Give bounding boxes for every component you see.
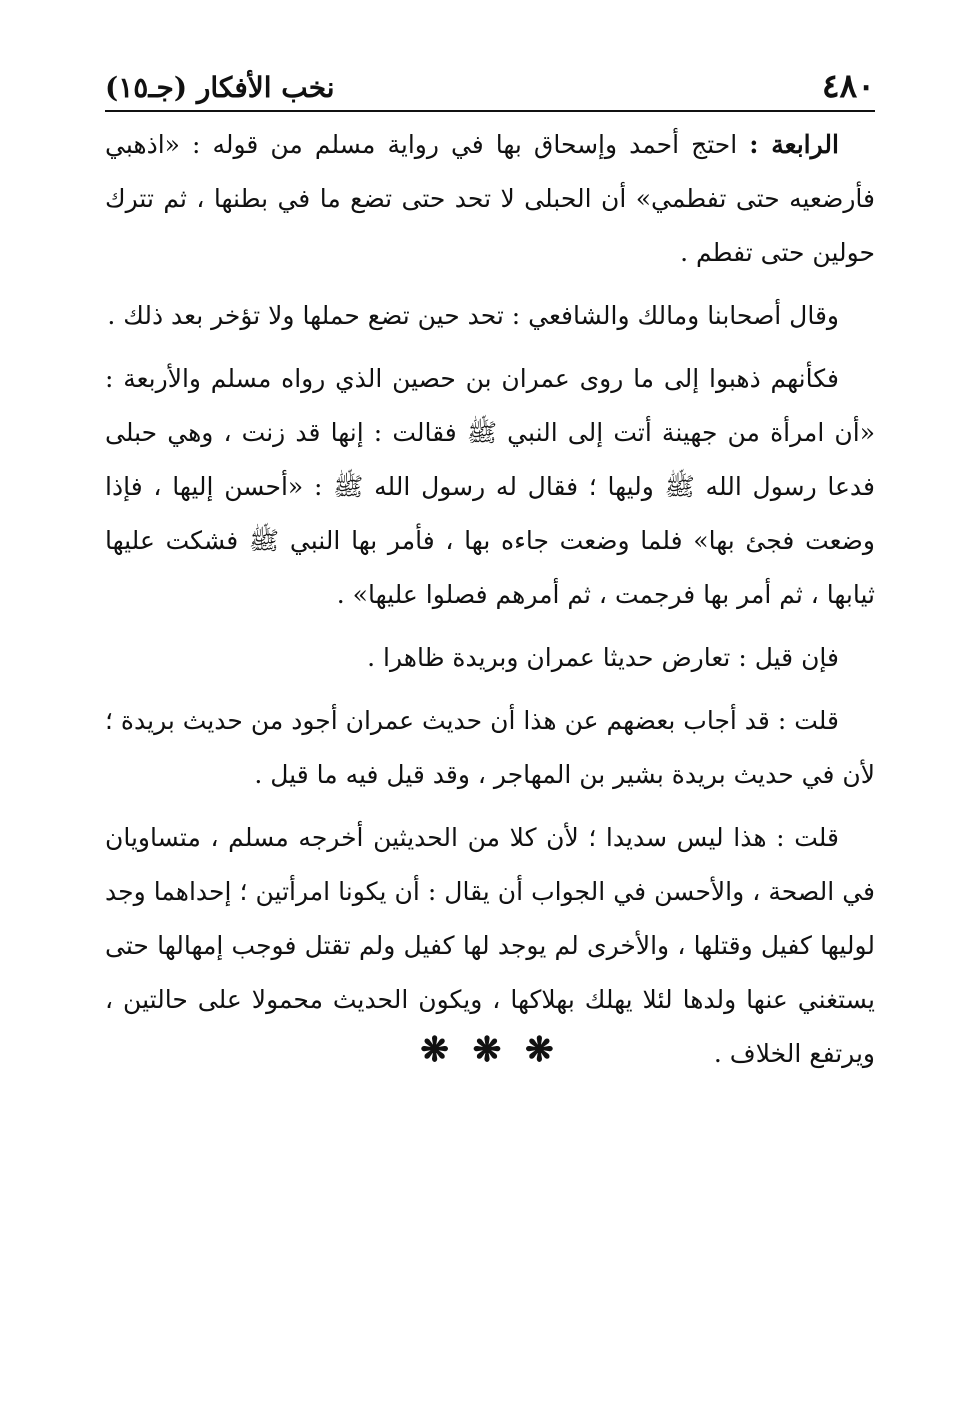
paragraph-3: فكأنهم ذهبوا إلى ما روى عمران بن حصين الذي رواه مسلم والأربعة : «أن امرأة من جهينة أتت إلى النبي ﷺ فقالت : إنها قد زنت ، وهي حبلى فدعا رسول الله ﷺ وليها ؛ فقال له رسول الله ﷺ : «أحسن إليها ، فإذا وضعت فجئ بها» فلما وضعت جاءه بها ، فأمر بها النبي ﷺ فشكت عليها ثيابها ، ثم أمر بها فرجمت ، ثم أمرهم فصلوا عليها» . bbox=[105, 364, 875, 609]
paragraph-1-text: احتج أحمد وإسحاق بها في رواية مسلم من قوله : «اذهبي فأرضعيه حتى تفطمي» أن الحبلى لا تحد حتى تضع ما في بطنها ، ثم تترك حولين حتى تفطم . bbox=[105, 130, 875, 267]
paragraph-1 bbox=[105, 118, 875, 280]
paragraph-2: وقال أصحابنا ومالك والشافعي : تحد حين تضع حملها ولا تؤخر بعد ذلك . bbox=[107, 301, 839, 330]
section-divider: ❋ ❋ ❋ bbox=[420, 1030, 560, 1070]
paragraph-4: فإن قيل : تعارض حديثا عمران وبريدة ظاهرا . bbox=[367, 643, 839, 672]
header-rule bbox=[105, 110, 875, 112]
page-number: ٤٨٠ bbox=[821, 66, 875, 105]
paragraph-lead: الرابعة : bbox=[749, 130, 839, 159]
page-header bbox=[105, 52, 875, 105]
paragraph-5: قلت : قد أجاب بعضهم عن هذا أن حديث عمران أجود من حديث بريدة ؛ لأن في حديث بريدة بشير بن المهاجر ، وقد قيل فيه ما قيل . bbox=[105, 706, 875, 789]
paragraph-6: قلت : هذا ليس سديدا ؛ لأن كلا من الحديثين أخرجه مسلم ، متساويان في الصحة ، والأحسن في الجواب أن يقال : أن يكونا امرأتين ؛ إحداهما وجد لوليها كفيل وقتلها ، والأخرى لم يوجد لها كفيل ولم تقتل فوجب إمهالها حتى يستغني عنها ولدها لئلا يهلك بهلاكها ، ويكون الحديث محمولا على حالتين ، ويرتفع الخلاف . bbox=[105, 823, 875, 1068]
page-body bbox=[105, 118, 875, 1090]
running-title: نخب الأفكار (جـ١٥) bbox=[105, 71, 335, 104]
